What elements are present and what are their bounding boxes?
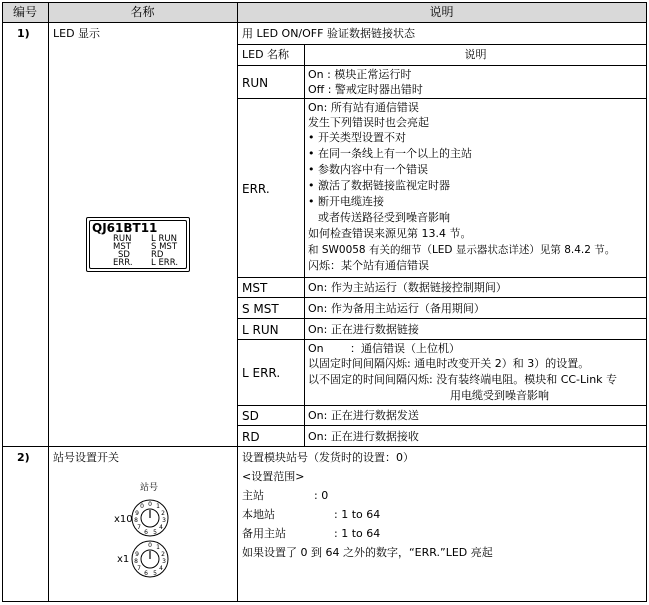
svg-text:7: 7: [137, 565, 141, 572]
table-border-right: [646, 2, 647, 602]
inner-col-divider: [304, 44, 305, 446]
led-lerr-name: L ERR.: [242, 366, 281, 380]
row2-standby-label: 备用主站: [242, 527, 286, 540]
row2-name: 站号设置开关: [53, 451, 119, 464]
led-lerr-line-2: ：通信错误（上位机）: [350, 342, 460, 355]
led-lerr-line-1: On: [308, 342, 324, 355]
inner-lerr-bottom: [238, 405, 646, 406]
inner-table-top: [238, 44, 646, 45]
inner-mst-bottom: [238, 297, 646, 298]
rotary-switch-x10-icon[interactable]: [128, 496, 172, 540]
bullet-icon: •: [308, 163, 315, 176]
panel-led-smst: S MST: [151, 242, 178, 252]
row2-local-label: 本地站: [242, 508, 275, 521]
row1-name: LED 显示: [53, 27, 101, 40]
led-run-line-2: Off : 警戒定时器出错时: [308, 83, 423, 96]
panel-led-lerr: L ERR.: [151, 258, 179, 268]
panel-led-rd: RD: [151, 250, 164, 260]
led-panel-title: QJ61BT11: [92, 221, 158, 235]
col-divider-2: [237, 2, 238, 602]
led-rd-text: On: 正在进行数据接收: [308, 430, 419, 443]
panel-led-run: RUN: [113, 234, 132, 244]
led-smst-text: On: 作为备用主站运行（备用期间）: [308, 302, 485, 315]
led-err-line-1: On: 所有站有通信错误: [308, 101, 419, 114]
svg-text:8: 8: [134, 517, 138, 524]
led-sd-name: SD: [242, 409, 259, 423]
led-rd-name: RD: [242, 430, 260, 444]
inner-err-bottom: [238, 277, 646, 278]
led-panel-figure: [86, 217, 190, 272]
led-mst-text: On: 作为主站运行（数据链接控制期间）: [308, 281, 507, 294]
led-smst-name: S MST: [242, 302, 279, 316]
row2-local-value: : 1 to 64: [334, 508, 381, 521]
panel-led-sd: SD: [118, 250, 130, 260]
rotary-switch-x1-icon[interactable]: [128, 537, 172, 581]
table-border-top: [2, 2, 647, 3]
svg-text:9: 9: [135, 510, 139, 517]
led-run-line-1: On : 模块正常运行时: [308, 68, 412, 81]
row1-bottom-line: [2, 446, 647, 447]
svg-text:7: 7: [137, 524, 141, 531]
led-lrun-text: On: 正在进行数据链接: [308, 323, 419, 336]
header-name: 名称: [130, 5, 155, 19]
row1-intro: 用 LED ON/OFF 验证数据链接状态: [242, 27, 415, 40]
panel-led-mst: MST: [113, 242, 131, 252]
inner-sd-bottom: [238, 425, 646, 426]
led-err-line-5: 参数内容中有一个错误: [318, 163, 428, 176]
panel-led-err: ERR.: [113, 258, 133, 268]
inner-smst-bottom: [238, 318, 646, 319]
svg-text:0: 0: [148, 501, 152, 508]
led-err-line-9: 如何检查错误来源见第 13.4 节。: [308, 227, 472, 240]
svg-text:2: 2: [161, 551, 165, 558]
table-border-bottom: [2, 601, 647, 602]
led-err-line-2: 发生下列错误时也会亮起: [308, 116, 429, 129]
led-err-line-10: 和 SW0058 有关的细节（LED 显示器状态详述）见第 8.4.2 节。: [308, 244, 616, 256]
row2-line-2: <设置范围>: [242, 470, 305, 483]
switch-title: 站号: [140, 483, 159, 493]
header-bottom-line: [2, 22, 647, 23]
led-lerr-line-5: 用电缆受到噪音影响: [450, 389, 549, 402]
led-err-line-11: 闪烁：某个站有通信错误: [308, 259, 429, 272]
col-divider-1: [48, 2, 49, 602]
svg-text:4: 4: [159, 524, 163, 531]
inner-header-led: LED 名称: [242, 48, 290, 61]
header-desc: 说明: [429, 5, 454, 19]
inner-lrun-bottom: [238, 339, 646, 340]
bullet-icon: •: [308, 131, 315, 144]
table-border-left: [2, 2, 3, 602]
svg-text:5: 5: [153, 570, 157, 577]
row2-master-label: 主站: [242, 489, 264, 502]
svg-text:2: 2: [161, 510, 165, 517]
row2-note: 如果设置了 0 到 64 之外的数字，“ERR.”LED 亮起: [242, 546, 493, 559]
svg-text:6: 6: [144, 570, 148, 577]
panel-led-lrun: L RUN: [151, 234, 177, 244]
switch-x10-label: x10: [114, 514, 133, 525]
inner-run-bottom: [238, 98, 646, 99]
svg-text:3: 3: [162, 517, 166, 524]
svg-text:6: 6: [144, 529, 148, 536]
led-mst-name: MST: [242, 281, 268, 295]
bullet-icon: •: [308, 147, 315, 160]
svg-text:0: 0: [148, 542, 152, 549]
inner-header-bottom: [238, 65, 646, 66]
led-err-line-3: 开关类型设置不对: [318, 131, 406, 144]
row2-number: 2): [17, 451, 30, 464]
row2-standby-value: : 1 to 64: [334, 527, 381, 540]
svg-text:3: 3: [162, 558, 166, 565]
led-err-line-8: 或者传送路径受到噪音影响: [318, 211, 450, 224]
svg-text:1: 1: [156, 503, 160, 510]
svg-text:1: 1: [156, 544, 160, 551]
inner-header-desc: 说明: [464, 48, 487, 61]
led-sd-text: On: 正在进行数据发送: [308, 409, 419, 422]
bullet-icon: •: [308, 179, 315, 192]
led-err-line-6: 激活了数据链接监视定时器: [318, 179, 450, 192]
svg-text:0: 0: [140, 503, 144, 510]
switch-x1-label: x1: [117, 554, 130, 565]
svg-text:8: 8: [134, 558, 138, 565]
svg-text:9: 9: [135, 551, 139, 558]
bullet-icon: •: [308, 195, 315, 208]
led-err-line-7: 断开电缆连接: [318, 195, 384, 208]
led-lrun-name: L RUN: [242, 323, 279, 337]
svg-text:4: 4: [159, 565, 163, 572]
led-run-name: RUN: [242, 76, 269, 90]
led-err-line-4: 在同一条线上有一个以上的主站: [318, 147, 472, 160]
led-lerr-line-4: 以不固定的时间间隔闪烁: 没有装终端电阻。模块和 CC-Link 专: [308, 373, 618, 386]
row1-number: 1): [17, 27, 30, 40]
row2-master-value: : 0: [314, 489, 329, 502]
led-lerr-line-3: 以固定时间间隔闪烁: 通电时改变开关 2）和 3）的设置。: [308, 357, 590, 370]
svg-text:5: 5: [153, 529, 157, 536]
header-no: 编号: [12, 5, 37, 19]
row2-line-1: 设置模块站号（发货时的设置：0）: [242, 451, 414, 464]
led-err-name: ERR.: [242, 182, 270, 196]
